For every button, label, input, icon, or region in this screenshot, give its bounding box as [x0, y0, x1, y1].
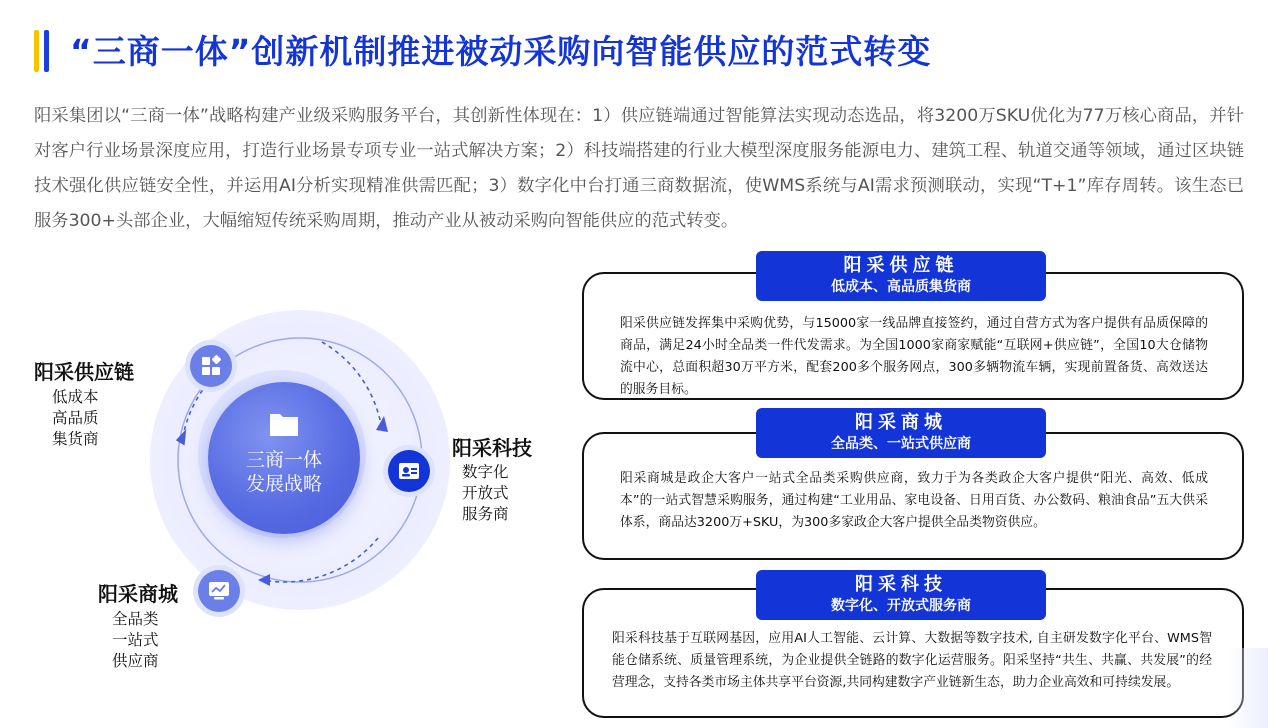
supply-sub-3: 集货商 [52, 430, 99, 448]
tech-card-subtitle: 数字化、开放式服务商 [831, 598, 971, 614]
intro-paragraph: 阳采集团以“三商一体”战略构建产业级采购服务平台，其创新性体现在：1）供应链端通过智能算法实现动态选品，将3200万SKU优化为77万核心商品，并针对客户行业场景深度应用，打造行业场景专项专业一站式解决方案；2）科技端搭建的行业大模型深度服务能源电力、建筑工程、轨道交通等领域，通过区块链技术强化供应链安全性，并运用AI分析实现精准供需匹配；3）数字化中台打通三商数据流，使WMS系统与AI需求预测联动，实现“T+1”库存周转。该生态已服务300+头部企业，大幅缩短传统采购周期，推动产业从被动采购向智能供应的范式转变。 [34, 106, 1244, 231]
supply-card-body: 阳采供应链发挥集中采购优势，与15000家一线品牌直接签约，通过自营方式为客户提供有品质保障的商品，满足24小时全品类一件代发需求。为全国1000家商家赋能“互联网+供应链”，全国10大仓储物流中心，总面积超30万平方米，配套200多个服务网点，300多辆物流车辆，实现前置备货、高效送达的服务目标。 [620, 316, 1208, 397]
apps-icon [200, 355, 222, 377]
mall-sub-3: 供应商 [112, 652, 159, 670]
supply-sub-1: 低成本 [52, 388, 99, 406]
title-accent-yellow [34, 30, 39, 72]
tech-node [388, 450, 430, 492]
corner-decoration [1228, 648, 1268, 728]
id-card-icon [398, 461, 420, 481]
supply-card-tag [756, 251, 1046, 301]
tech-card-tag [756, 570, 1046, 620]
mall-sub-2: 一站式 [112, 631, 159, 649]
mall-sub-1: 全品类 [112, 610, 159, 628]
mall-card-subtitle: 全品类、一站式供应商 [831, 436, 971, 452]
mall-card-title: 阳采商城 [855, 412, 947, 433]
page-title: “三商一体”创新机制推进被动采购向智能供应的范式转变 [70, 32, 932, 71]
center-line-2: 发展战略 [245, 473, 322, 495]
center-core [208, 382, 360, 534]
tech-label: 阳采科技 [452, 436, 532, 460]
tech-card-title: 阳采科技 [855, 574, 947, 595]
supply-card-subtitle: 低成本、高品质集货商 [831, 279, 971, 295]
supply-sub-2: 高品质 [52, 409, 99, 427]
chart-icon [208, 581, 230, 601]
title-accent-blue [44, 30, 49, 72]
mall-sub [112, 609, 159, 672]
tech-sub-3: 服务商 [462, 505, 509, 523]
supply-sub [52, 387, 99, 450]
mall-card-tag [756, 408, 1046, 458]
tech-sub [462, 462, 509, 525]
strategy-diagram [0, 290, 580, 728]
folder-icon [268, 410, 300, 438]
mall-label: 阳采商城 [98, 582, 178, 606]
supply-card-title: 阳采供应链 [843, 255, 959, 276]
tech-card-body: 阳采科技基于互联网基因，应用AI人工智能、云计算、大数据等数字技术, 自主研发数字化平台、WMS智能仓储系统、质量管理系统，为企业提供全链路的数字化运营服务。阳采坚持“共生、共赢、共发展”的经营理念，支持各类市场主体共享平台资源,共同构建数字产业链新生态，助力企业高效和可持续发展。 [612, 631, 1212, 690]
mall-card-body: 阳采商城是政企大客户一站式全品类采购供应商，致力于为各类政企大客户提供“阳光、高效、低成本”的一站式智慧采购服务，通过构建“工业用品、家电设备、日用百货、办公数码、粮油食品”五大供采体系，商品达3200万+SKU，为300多家政企大客户提供全品类物资供应。 [620, 471, 1208, 530]
supply-node [190, 345, 232, 387]
mall-node [198, 570, 240, 612]
tech-sub-1: 数字化 [462, 463, 509, 481]
center-line-1: 三商一体 [245, 449, 322, 471]
supply-label: 阳采供应链 [34, 360, 134, 384]
tech-sub-2: 开放式 [462, 484, 509, 502]
